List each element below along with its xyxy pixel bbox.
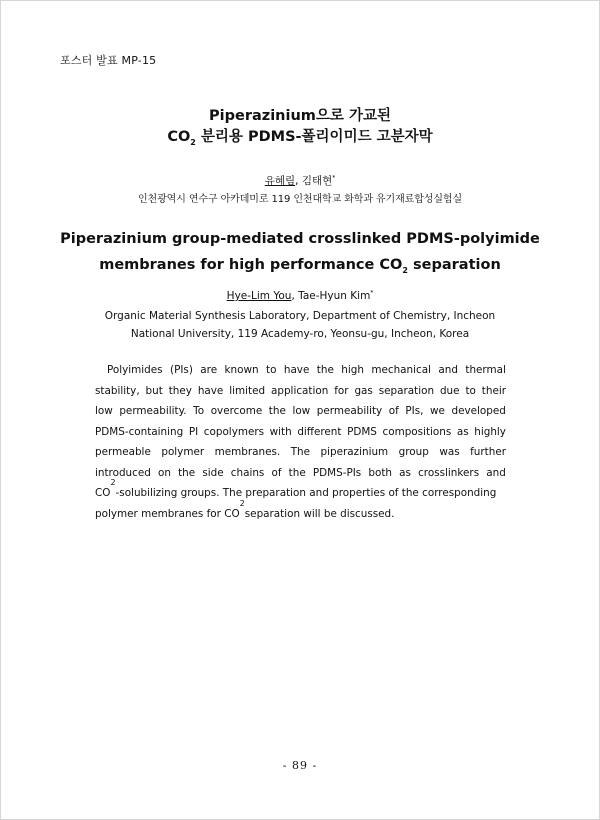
abstract-word: of	[271, 466, 282, 479]
abstract-text: separation will be discussed.	[244, 507, 395, 520]
abstract-word: stability,	[95, 384, 140, 397]
abstract-word: permeable	[95, 446, 151, 458]
abstract-word: crosslinkers	[418, 466, 480, 479]
english-title-part: membranes for high performance CO	[99, 257, 403, 273]
abstract-subscript: 2	[239, 498, 245, 508]
abstract-word: polymer	[161, 446, 205, 458]
korean-author-corresponding: 김태현	[301, 175, 333, 187]
abstract-word: membranes.	[214, 446, 281, 458]
abstract-word: their	[481, 384, 506, 397]
abstract-word: chains	[230, 466, 265, 479]
english-author-corresponding: Tae-Hyun Kim	[298, 290, 371, 302]
session-label: 포스터 발표 MP-15	[60, 54, 157, 67]
abstract-word: of	[388, 405, 399, 417]
abstract-word: the	[268, 405, 286, 417]
abstract-word: limited	[229, 384, 266, 397]
abstract-co: CO	[95, 487, 111, 499]
korean-title-line-1: Piperazinium으로 가교된	[209, 108, 391, 124]
abstract-word: the	[316, 364, 334, 376]
abstract-line	[95, 360, 506, 381]
abstract-word: as	[399, 466, 411, 479]
abstract-subscript: 2	[110, 478, 116, 487]
abstract-line	[95, 401, 506, 422]
abstract-word: the	[178, 466, 196, 479]
abstract-word: for	[334, 384, 349, 397]
korean-title-line-2	[0, 127, 600, 148]
corresponding-mark: *	[370, 289, 374, 297]
abstract-line	[95, 463, 506, 484]
abstract-word: application	[271, 384, 329, 397]
abstract-word: PDMS	[347, 425, 377, 438]
abstract-word: are	[200, 364, 218, 376]
abstract-word: copolymers	[203, 425, 265, 438]
abstract-word: group	[398, 446, 429, 458]
english-affiliation-line-1: Organic Material Synthesis Laboratory, Department of Chemistry, Incheon	[104, 310, 496, 322]
english-authors	[0, 288, 600, 304]
abstract-word: To	[193, 405, 205, 417]
abstract-line	[95, 381, 506, 402]
abstract-word: overcome	[210, 405, 263, 417]
korean-author-presenting: 유혜림	[264, 175, 296, 187]
abstract-word: the	[288, 466, 306, 479]
abstract-word: thermal	[465, 364, 506, 376]
korean-author-separator: ,	[295, 175, 302, 187]
abstract-word: we	[430, 405, 445, 417]
korean-title	[0, 106, 600, 148]
abstract-body	[95, 360, 506, 483]
abstract-text: -solubilizing groups. The preparation and properties of the corresponding	[115, 487, 497, 499]
abstract-word: (PIs)	[170, 364, 193, 376]
english-author-presenting: Hye-Lim You	[226, 290, 292, 302]
page-number: - 89 -	[282, 759, 318, 772]
english-title-rest: separation	[407, 257, 501, 273]
abstract-word: mechanical	[371, 364, 431, 376]
abstract-word: PDMS-containing	[95, 425, 184, 438]
english-author-separator: ,	[291, 290, 299, 302]
abstract-word: with	[269, 425, 292, 438]
abstract-word: on	[158, 466, 171, 479]
abstract-word: and	[438, 364, 458, 376]
abstract-word: Polyimides	[107, 364, 163, 376]
abstract-word: low	[292, 405, 311, 417]
korean-title-co: CO	[167, 129, 191, 145]
abstract-word: The	[290, 446, 311, 458]
english-title	[0, 226, 600, 278]
abstract-word: due	[439, 384, 460, 397]
abstract-word: to	[465, 384, 476, 397]
abstract-word: PDMS-PIs	[312, 466, 362, 479]
abstract-word: known	[224, 364, 259, 376]
abstract-word: low	[95, 405, 113, 417]
abstract-word: side	[202, 466, 224, 479]
english-title-line-2	[0, 252, 600, 278]
english-affiliation	[0, 307, 600, 343]
abstract-word: high	[341, 364, 364, 376]
abstract-word: to	[266, 364, 277, 376]
abstract-word: developed	[451, 405, 506, 417]
abstract-word: and	[486, 466, 506, 479]
abstract-word: separation	[378, 384, 435, 397]
english-title-line-1: Piperazinium group-mediated crosslinked PDMS-polyimide	[60, 231, 540, 247]
abstract-word: have	[283, 364, 310, 376]
abstract-word: PI	[188, 425, 199, 438]
abstract-line	[95, 422, 506, 443]
abstract-word: compositions	[382, 425, 452, 438]
corresponding-mark: *	[332, 174, 336, 182]
abstract-line	[95, 498, 506, 525]
abstract-word: piperazinium	[320, 446, 389, 458]
english-affiliation-line-2: National University, 119 Academy-ro, Yeonsu-gu, Incheon, Korea	[130, 328, 470, 340]
abstract-word: but	[145, 384, 163, 397]
abstract	[95, 360, 506, 524]
abstract-word: gas	[354, 384, 373, 397]
abstract-word: permeability.	[119, 405, 187, 417]
abstract-word: have	[197, 384, 224, 397]
abstract-word: introduced	[95, 466, 151, 479]
abstract-word: further	[470, 446, 506, 458]
abstract-text: polymer membranes for CO	[95, 507, 240, 520]
korean-authors	[0, 174, 600, 189]
abstract-word: they	[168, 384, 192, 397]
abstract-line	[95, 478, 506, 504]
abstract-word: highly	[474, 425, 506, 438]
abstract-word: PIs,	[405, 405, 424, 417]
abstract-word: different	[297, 425, 342, 438]
korean-title-rest: 분리용 PDMS-폴리이미드 고분자막	[195, 129, 433, 145]
abstract-word: permeability	[316, 405, 383, 417]
abstract-line	[95, 442, 506, 463]
korean-affiliation: 인천광역시 연수구 아카데미로 119 인천대학교 화학과 유기재료합성실험실	[137, 194, 463, 205]
abstract-word: both	[368, 466, 392, 479]
abstract-word: as	[456, 425, 469, 438]
korean-title-subscript: 2	[190, 137, 196, 147]
english-title-subscript: 2	[402, 265, 408, 275]
abstract-word: was	[439, 446, 460, 458]
